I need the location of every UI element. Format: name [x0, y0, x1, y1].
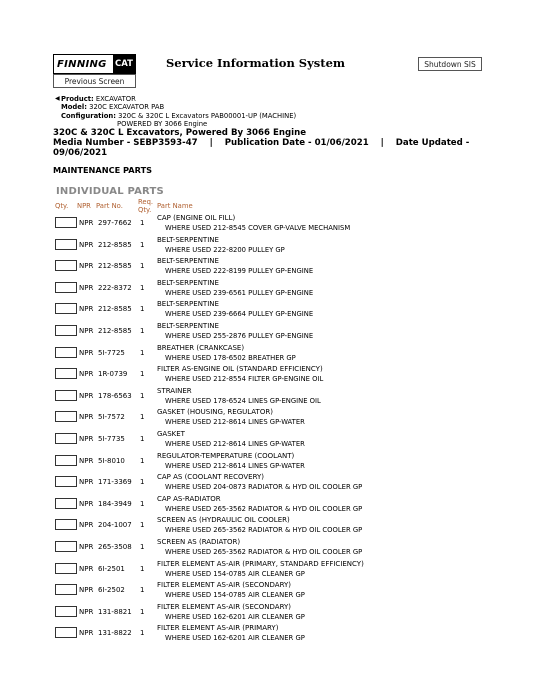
table-row: [0, 624, 533, 646]
npr-cell: NPR: [79, 348, 94, 357]
where-used-cell: WHERE USED 265-3562 RADIATOR & HYD OIL COOLER GP: [165, 526, 363, 535]
table-row: [0, 430, 533, 452]
req-qty-cell: 1: [140, 327, 145, 335]
part-name-cell: CAP AS-RADIATOR: [157, 494, 221, 503]
qty-input[interactable]: [55, 411, 77, 422]
npr-cell: NPR: [79, 262, 94, 271]
where-used-cell: WHERE USED 154-0785 AIR CLEANER GP: [165, 591, 305, 600]
table-row: [0, 603, 533, 625]
part-number-cell: 265-3508: [98, 543, 132, 551]
model-label: Model:: [61, 103, 87, 111]
where-used-cell: WHERE USED 162-6201 AIR CLEANER GP: [165, 612, 305, 621]
npr-cell: NPR: [79, 283, 94, 292]
part-name-cell: STRAINER: [157, 386, 192, 395]
req-qty-cell: 1: [140, 348, 145, 357]
qty-input[interactable]: [55, 260, 77, 271]
req-qty-cell: 1: [140, 240, 145, 249]
back-arrow-icon[interactable]: ◀: [55, 95, 60, 102]
qty-input[interactable]: [55, 433, 77, 444]
qty-input[interactable]: [55, 606, 77, 617]
qty-input[interactable]: [55, 519, 77, 530]
product-value: EXCAVATOR: [95, 95, 136, 103]
part-name-cell: FILTER ELEMENT AS-AIR (PRIMARY, STANDARD EFFICIENCY): [157, 559, 364, 568]
table-row: [0, 322, 533, 344]
table-row: [0, 408, 533, 430]
part-name-cell: BELT-SERPENTINE: [157, 322, 219, 330]
column-header-part-name: Part Name: [157, 202, 193, 210]
where-used-cell: WHERE USED 222-8200 PULLEY GP: [165, 245, 285, 254]
part-name-cell: BELT-SERPENTINE: [157, 300, 219, 309]
configuration-line: [61, 112, 296, 120]
part-name-cell: BELT-SERPENTINE: [157, 257, 219, 266]
req-qty-cell: 1: [140, 607, 145, 616]
part-number-cell: 222-8372: [98, 283, 132, 292]
part-name-cell: GASKET: [157, 430, 185, 438]
npr-cell: NPR: [79, 219, 94, 227]
npr-cell: NPR: [79, 370, 94, 379]
req-qty-cell: 1: [140, 586, 145, 595]
logo-text: FINNING: [57, 58, 107, 70]
where-used-cell: WHERE USED 154-0785 AIR CLEANER GP: [165, 569, 305, 578]
table-row: [0, 538, 533, 560]
table-row: [0, 560, 533, 582]
cat-logo-icon: CAT: [113, 55, 135, 73]
table-row: [0, 473, 533, 495]
npr-cell: NPR: [79, 391, 94, 400]
npr-cell: NPR: [79, 629, 94, 638]
part-name-cell: CAP (ENGINE OIL FILL): [157, 214, 236, 222]
table-row: [0, 236, 533, 258]
product-label: Product:: [61, 95, 94, 103]
date-updated-value: 09/06/2021: [53, 148, 108, 158]
req-qty-cell: 1: [140, 478, 145, 487]
npr-cell: NPR: [79, 240, 94, 249]
qty-input[interactable]: [55, 325, 77, 336]
previous-screen-button[interactable]: Previous Screen: [53, 74, 136, 88]
part-number-cell: 178-6563: [98, 391, 132, 400]
where-used-cell: WHERE USED 204-0873 RADIATOR & HYD OIL COOLER GP: [165, 483, 363, 492]
where-used-cell: WHERE USED 212-8545 COVER GP-VALVE MECHANISM: [165, 224, 351, 232]
column-header-req-qty: [138, 199, 153, 214]
part-number-cell: 5I-7725: [98, 348, 125, 357]
part-number-cell: 5I-7735: [98, 435, 125, 443]
npr-cell: NPR: [79, 499, 94, 508]
part-number-cell: 212-8585: [98, 305, 132, 314]
table-row: [0, 387, 533, 409]
part-number-cell: 1R-0739: [98, 370, 128, 379]
media-number-line: Media Number - SEBP3593-47 | Publication Date - 01/06/2021 | Date Updated -: [53, 138, 470, 148]
part-name-cell: FILTER ELEMENT AS-AIR (PRIMARY): [157, 624, 279, 633]
section-title: MAINTENANCE PARTS: [53, 165, 153, 175]
part-name-cell: FILTER ELEMENT AS-AIR (SECONDARY): [157, 602, 292, 611]
where-used-cell: WHERE USED 162-6201 AIR CLEANER GP: [165, 634, 305, 643]
npr-cell: NPR: [79, 435, 94, 443]
where-used-cell: WHERE USED 178-6524 LINES GP-ENGINE OIL: [165, 396, 321, 405]
where-used-cell: WHERE USED 255-2876 PULLEY GP-ENGINE: [165, 332, 314, 340]
part-number-cell: 131-8821: [98, 607, 132, 616]
configuration-label: Configuration:: [61, 112, 116, 120]
part-number-cell: 212-8585: [98, 327, 132, 335]
product-line: [61, 95, 136, 103]
column-header-part-no: Part No.: [96, 202, 123, 210]
part-number-cell: 204-1007: [98, 521, 132, 530]
part-number-cell: 5I-8010: [98, 456, 125, 465]
column-header-npr: NPR: [77, 202, 91, 210]
column-header-qty: Qty.: [55, 202, 69, 210]
part-number-cell: 184-3949: [98, 499, 132, 508]
req-qty-cell: 1: [140, 219, 145, 227]
qty-input[interactable]: [55, 347, 77, 358]
individual-parts-heading: INDIVIDUAL PARTS: [56, 186, 164, 197]
part-number-cell: 212-8585: [98, 262, 132, 271]
req-qty-cell: 1: [140, 521, 145, 530]
req-qty-cell: 1: [140, 499, 145, 508]
req-qty-cell: 1: [140, 543, 145, 551]
req-qty-cell: 1: [140, 262, 145, 271]
qty-input[interactable]: [55, 217, 77, 228]
document-header: [53, 128, 469, 158]
table-row: [0, 516, 533, 538]
part-number-cell: 5I-7572: [98, 413, 125, 422]
req-qty-cell: 1: [140, 435, 145, 443]
where-used-cell: WHERE USED 239-6664 PULLEY GP-ENGINE: [165, 310, 314, 319]
part-name-cell: REGULATOR-TEMPERATURE (COOLANT): [157, 451, 295, 460]
req-qty-cell: 1: [140, 564, 145, 573]
where-used-cell: WHERE USED 212-8554 FILTER GP-ENGINE OIL: [165, 375, 324, 384]
where-used-cell: WHERE USED 239-6561 PULLEY GP-ENGINE: [165, 288, 314, 297]
where-used-cell: WHERE USED 178-6502 BREATHER GP: [165, 353, 296, 362]
part-name-cell: SCREEN AS (HYDRAULIC OIL COOLER): [157, 516, 290, 525]
part-name-cell: BREATHER (CRANKCASE): [157, 343, 245, 352]
qty-input[interactable]: [55, 390, 77, 401]
model-line: [61, 103, 164, 111]
part-number-cell: 212-8585: [98, 240, 132, 249]
table-row: [0, 581, 533, 603]
table-row: [0, 214, 533, 236]
qty-input[interactable]: [55, 303, 77, 314]
qty-input[interactable]: [55, 541, 77, 552]
where-used-cell: WHERE USED 212-8614 LINES GP-WATER: [165, 440, 305, 448]
req-qty-cell: 1: [140, 370, 145, 379]
qty-input[interactable]: [55, 498, 77, 509]
column-header-req-qty-line1: Req.: [138, 198, 154, 206]
npr-cell: NPR: [79, 305, 94, 314]
npr-cell: NPR: [79, 413, 94, 422]
req-qty-cell: 1: [140, 456, 145, 465]
where-used-cell: WHERE USED 212-8614 LINES GP-WATER: [165, 418, 305, 427]
npr-cell: NPR: [79, 564, 94, 573]
part-number-cell: 297-7662: [98, 219, 132, 227]
qty-input[interactable]: [55, 627, 77, 638]
where-used-cell: WHERE USED 265-3562 RADIATOR & HYD OIL COOLER GP: [165, 504, 363, 513]
part-name-cell: BELT-SERPENTINE: [157, 278, 219, 287]
table-row: [0, 344, 533, 366]
req-qty-cell: 1: [140, 283, 145, 292]
npr-cell: NPR: [79, 543, 94, 551]
npr-cell: NPR: [79, 607, 94, 616]
page-title: Service Information System: [166, 56, 346, 70]
table-row: [0, 300, 533, 322]
finning-cat-logo: [53, 54, 136, 74]
qty-input[interactable]: [55, 584, 77, 595]
part-number-cell: 6I-2501: [98, 564, 125, 573]
part-name-cell: FILTER AS-ENGINE OIL (STANDARD EFFICIENCY): [157, 365, 323, 374]
qty-input[interactable]: [55, 239, 77, 250]
req-qty-cell: 1: [140, 413, 145, 422]
table-row: [0, 365, 533, 387]
configuration-value: 320C & 320C L Excavators PAB00001-UP (MACHINE): [118, 112, 297, 120]
shutdown-sis-button[interactable]: Shutdown SIS: [418, 57, 482, 71]
where-used-cell: WHERE USED 265-3562 RADIATOR & HYD OIL COOLER GP: [165, 548, 363, 556]
column-header-req-qty-line2: Qty.: [138, 205, 152, 214]
npr-cell: NPR: [79, 521, 94, 530]
table-row: [0, 452, 533, 474]
qty-input[interactable]: [55, 476, 77, 487]
qty-input[interactable]: [55, 563, 77, 574]
part-name-cell: GASKET (HOUSING, REGULATOR): [157, 408, 273, 417]
part-name-cell: FILTER ELEMENT AS-AIR (SECONDARY): [157, 581, 292, 590]
part-number-cell: 6I-2502: [98, 586, 125, 595]
model-value: 320C EXCAVATOR PAB: [89, 103, 165, 111]
qty-input[interactable]: [55, 282, 77, 293]
configuration-value-line2: POWERED BY 3066 Engine: [117, 120, 208, 128]
req-qty-cell: 1: [140, 629, 145, 638]
part-name-cell: SCREEN AS (RADIATOR): [157, 538, 241, 546]
npr-cell: NPR: [79, 478, 94, 487]
req-qty-cell: 1: [140, 305, 145, 314]
document-title: 320C & 320C L Excavators, Powered By 3066 Engine: [53, 128, 307, 138]
npr-cell: NPR: [79, 456, 94, 465]
where-used-cell: WHERE USED 222-8199 PULLEY GP-ENGINE: [165, 267, 314, 276]
table-row: [0, 257, 533, 279]
npr-cell: NPR: [79, 327, 94, 335]
part-number-cell: 171-3369: [98, 478, 132, 487]
req-qty-cell: 1: [140, 391, 145, 400]
table-row: [0, 279, 533, 301]
where-used-cell: WHERE USED 212-8614 LINES GP-WATER: [165, 461, 305, 470]
part-name-cell: BELT-SERPENTINE: [157, 235, 219, 244]
qty-input[interactable]: [55, 455, 77, 466]
part-number-cell: 131-8822: [98, 629, 132, 638]
qty-input[interactable]: [55, 368, 77, 379]
npr-cell: NPR: [79, 586, 94, 595]
part-name-cell: CAP AS (COOLANT RECOVERY): [157, 473, 264, 482]
table-row: [0, 495, 533, 517]
